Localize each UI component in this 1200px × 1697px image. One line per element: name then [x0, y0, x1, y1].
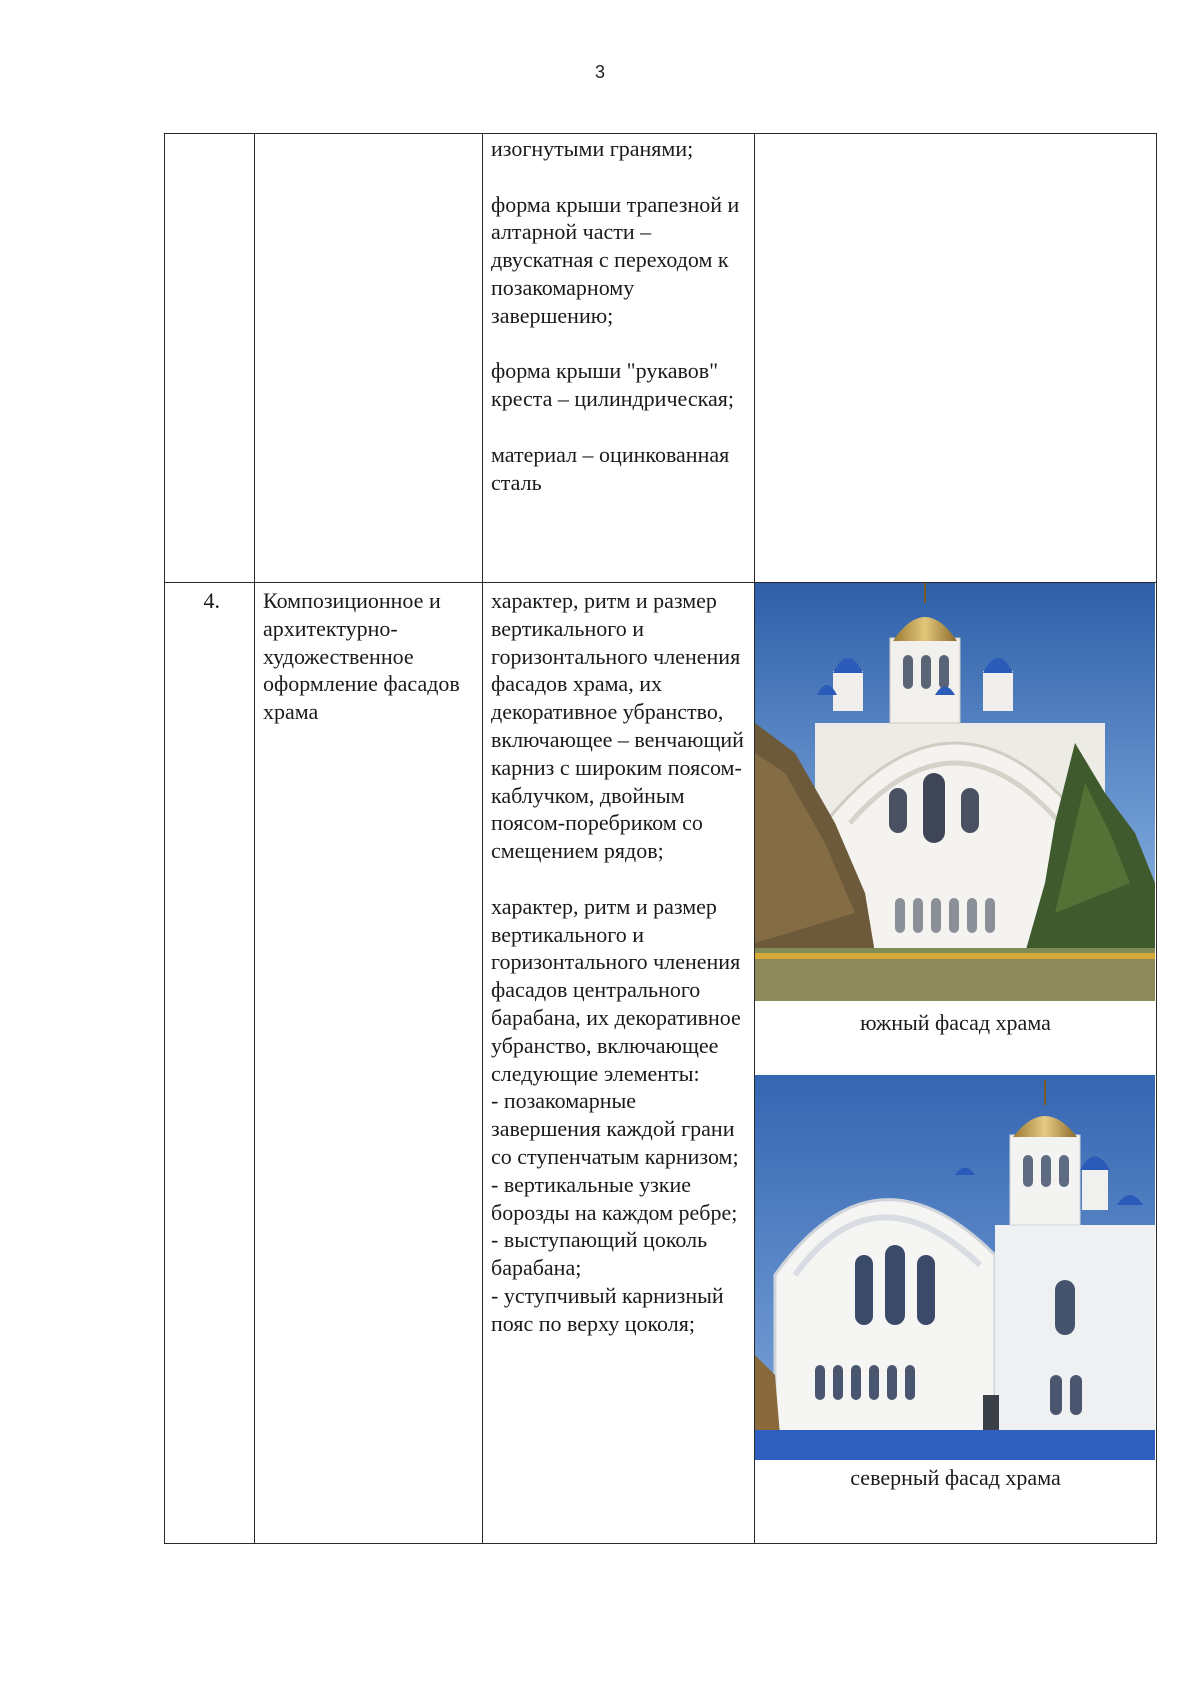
page-number: 3 [594, 62, 605, 82]
description-paragraph: форма крыши трапезной и алтарной части – двускатная с переходом к позакомарному завершению; [491, 191, 740, 328]
description-paragraph: изогнутыми гранями; [491, 136, 694, 161]
row-description-cell [483, 134, 755, 583]
south-facade-photo [755, 583, 1155, 1001]
row-name-cell: Композиционное и архитектурно-художественное оформление фасадов храма [255, 583, 483, 1544]
protection-subject-table [164, 133, 1157, 1544]
photo-cell-empty [755, 134, 1157, 583]
row-name-cell [255, 134, 483, 583]
row-number-cell: 4. [165, 583, 255, 1544]
description-paragraph: характер, ритм и размер вертикального и горизонтального членения фасадов храма, их декоративное убранство, включающее – венчающий карниз с широким поясом-каблучком, двойным поясом-поребриком со смещением рядов; [491, 588, 744, 864]
description-paragraph: характер, ритм и размер вертикального и горизонтального членения фасадов центрального барабана, их декоративное убранство, включающее следующие элементы: - позакомарные завершения каждой грани со ступенчатым карнизом; - вертикальные узкие борозды на каждом ребре; - выступающий цоколь барабана; - уступчивый карнизный пояс по верху цоколя; [491, 893, 741, 1336]
description-paragraph: форма крыши "рукавов" креста – цилиндрическая; [491, 358, 734, 412]
table-row [165, 583, 1157, 1544]
row-description-cell [483, 583, 755, 1544]
row-number-cell [165, 134, 255, 583]
photo-cell [755, 583, 1157, 1544]
photo-caption: северный фасад храма [850, 1465, 1061, 1490]
north-facade-photo [755, 1075, 1155, 1460]
description-paragraph: материал – оцинкованная сталь [491, 441, 730, 495]
photo-caption: южный фасад храма [860, 1010, 1051, 1035]
table-row [165, 134, 1157, 583]
